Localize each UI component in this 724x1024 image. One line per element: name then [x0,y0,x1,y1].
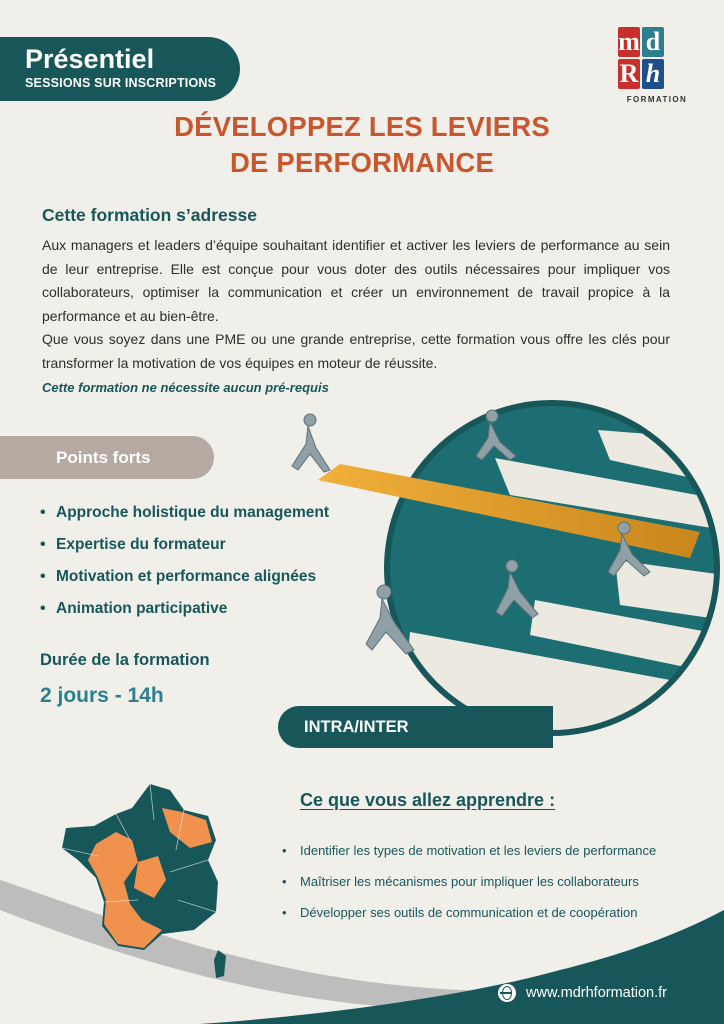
logo-tile-h: h [642,59,664,89]
globe-icon [498,984,516,1002]
prerequisite-note: Cette formation ne nécessite aucun pré-requis [42,380,329,395]
performance-illustration [280,400,724,745]
audience-heading: Cette formation s’adresse [42,205,257,225]
learning-objectives [282,841,656,934]
format-badge [0,37,240,101]
logo-tile-r: R [619,59,639,88]
audience-paragraph-1: Aux managers et leaders d’équipe souhaitant identifier et activer les leviers de performance au sein de leur entreprise. Elle est conçue pour vous doter des outils nécessaires pour impliquer vos collaborateurs, optimiser la communication et créer un environnement de travail propice à la performance et au bien-être. [42,237,670,324]
learning-item: • Développer ses outils de communication et de coopération [282,905,638,920]
learning-heading: Ce que vous allez apprendre : [300,790,556,810]
learning-item: • Maîtriser les mécanismes pour impliquer les collaborateurs [282,874,639,889]
audience-paragraph-2: Que vous soyez dans une PME ou une grande entreprise, cette formation vous offre les clés pour transformer la motivation de vos équipes en moteur de réussite. [42,331,670,371]
logo-caption: FORMATION [626,95,688,104]
logo-tile-m: m [618,27,640,56]
page-title-line1: DÉVELOPPEZ LES LEVIERS [174,111,550,142]
duration-label: Durée de la formation [40,651,210,669]
website-link[interactable] [498,984,667,1002]
learning-item: • Identifier les types de motivation et les leviers de performance [282,843,657,858]
mode-badge: INTRA/INTER [278,706,553,748]
strength-item: • Approche holistique du management [40,504,329,521]
strengths-label: Points forts [0,436,214,479]
logo-tile-d: d [642,27,664,57]
map-region-corsica [214,950,226,978]
page-title [0,109,724,181]
page-title-line2: DE PERFORMANCE [229,147,495,178]
strength-item: • Motivation et performance alignées [40,568,317,585]
mdrh-logo [618,27,690,113]
format-subtitle: SESSIONS SUR INSCRIPTIONS [25,76,217,90]
audience-description [42,234,670,376]
format-title: Présentiel [25,44,155,74]
strengths-list [40,503,329,631]
duration-value: 2 jours - 14h [40,684,164,707]
france-map [58,780,248,980]
strength-item: • Animation participative [40,600,228,617]
website-url[interactable]: www.mdrhformation.fr [526,985,668,1001]
strength-item: • Expertise du formateur [40,536,226,553]
